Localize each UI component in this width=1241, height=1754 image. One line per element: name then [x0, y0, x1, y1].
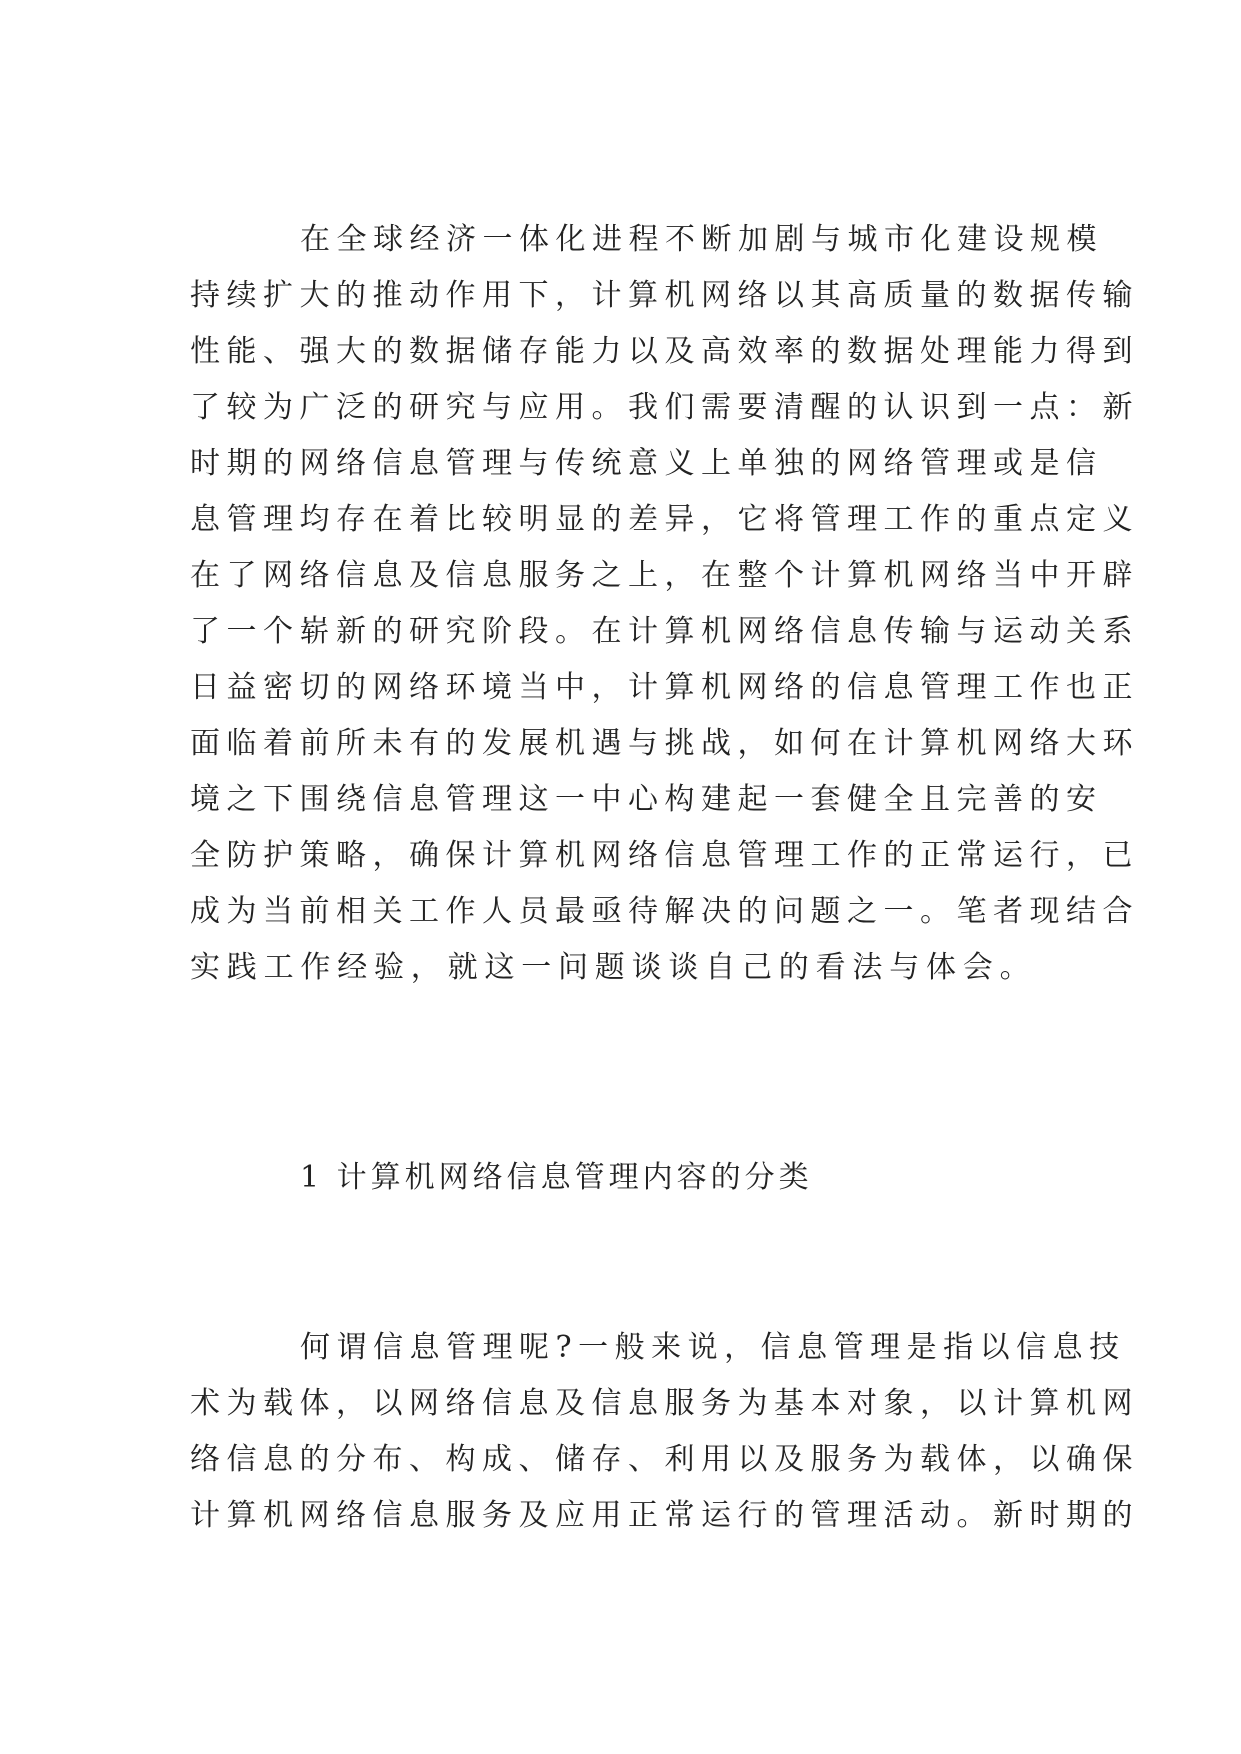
paragraph-line: 性能、强大的数据储存能力以及高效率的数据处理能力得到: [190, 334, 1139, 369]
paragraph-line: 持续扩大的推动作用下，计算机网络以其高质量的数据传输: [190, 278, 1139, 313]
paragraph-line: 息管理均存在着比较明显的差异，它将管理工作的重点定义: [190, 502, 1139, 537]
paragraph-line: 在全球经济一体化进程不断加剧与城市化建设规模: [300, 222, 1103, 257]
paragraph-line: 时期的网络信息管理与传统意义上单独的网络管理或是信: [190, 446, 1103, 481]
paragraph-line: 在了网络信息及信息服务之上，在整个计算机网络当中开辟: [190, 558, 1139, 593]
paragraph-line: 术为载体，以网络信息及信息服务为基本对象，以计算机网: [190, 1386, 1139, 1421]
paragraph-line: 成为当前相关工作人员最亟待解决的问题之一。笔者现结合: [190, 894, 1139, 929]
paragraph-line: 了一个崭新的研究阶段。在计算机网络信息传输与运动关系: [190, 614, 1139, 649]
paragraph-line: 境之下围绕信息管理这一中心构建起一套健全且完善的安: [190, 782, 1103, 817]
paragraph-line: 计算机网络信息服务及应用正常运行的管理活动。新时期的: [190, 1498, 1139, 1533]
paragraph-line: 全防护策略，确保计算机网络信息管理工作的正常运行，已: [190, 838, 1139, 873]
paragraph-line: 络信息的分布、构成、储存、利用以及服务为载体，以确保: [190, 1442, 1139, 1477]
paragraph-line: 了较为广泛的研究与应用。我们需要清醒的认识到一点：新: [190, 390, 1139, 425]
paragraph-line: 日益密切的网络环境当中，计算机网络的信息管理工作也正: [190, 670, 1139, 705]
paragraph-line: 何谓信息管理呢?一般来说，信息管理是指以信息技: [300, 1330, 1126, 1365]
section-heading: 1 计算机网络信息管理内容的分类: [300, 1160, 813, 1195]
paragraph-line: 实践工作经验，就这一问题谈谈自己的看法与体会。: [190, 950, 1037, 985]
paragraph-line: 面临着前所未有的发展机遇与挑战，如何在计算机网络大环: [190, 726, 1139, 761]
